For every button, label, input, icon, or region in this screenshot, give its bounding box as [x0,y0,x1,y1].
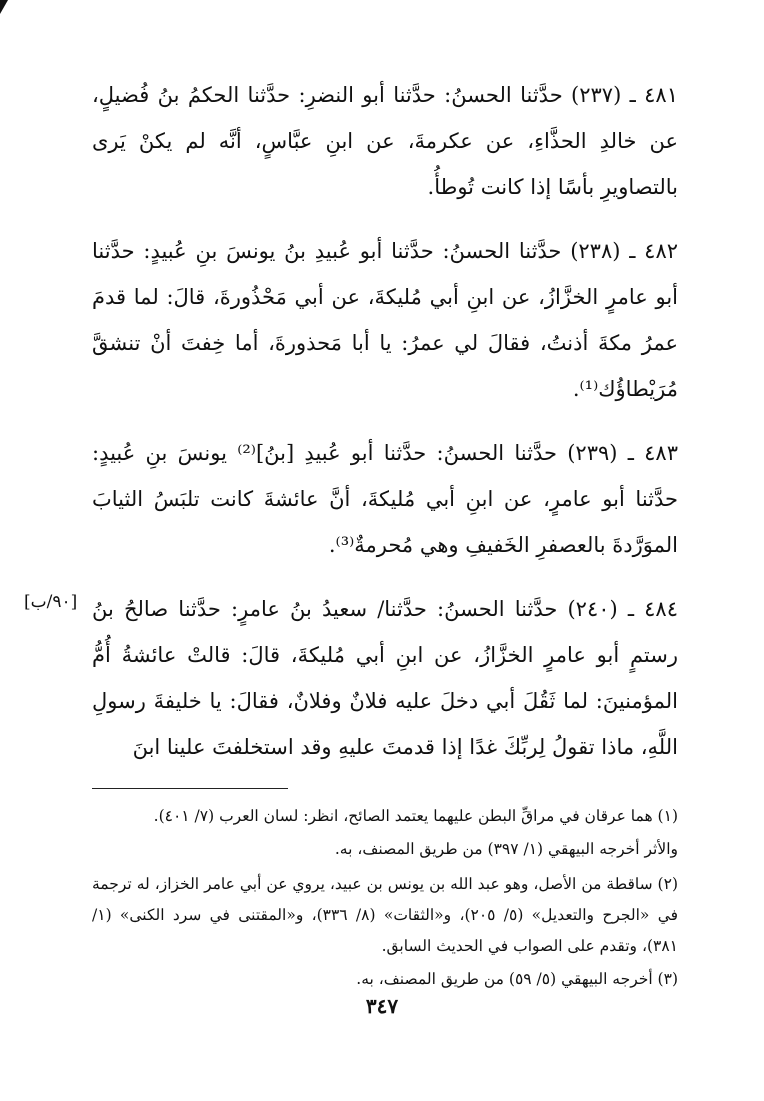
footnote-1-continuation: والأثر أخرجه البيهقي (١/ ٣٩٧) من طريق المصنف، به. [334,840,678,858]
hadith-483: ٤٨٣ ـ (٢٣٩) حدَّثنا الحسنُ: حدَّثنا أبو عُبيدِ [بنُ]⁽²⁾ يونسَ بنِ عُبيدٍ: حدَّثنا أبو عامرٍ، عن ابنِ أبي مُليكةَ، أنَّ عائشةَ كانت تلبَسُ الثيابَ الموَرَّدةَ بالعصفرِ الخَفيفِ وهي مُحرمةٌ⁽³⁾. [92,441,678,557]
footnote-1: (١) هما عرقان في مراقِّ البطن عليهما يعتمد الصائح، انظر: لسان العرب (٧/ ٤٠١). [153,807,678,825]
hadith-481: ٤٨١ ـ (٢٣٧) حدَّثنا الحسنُ: حدَّثنا أبو النضرِ: حدَّثنا الحكمُ بنُ فُضيلٍ، عن خالدِ الحذَّاءِ، عن عكرمةَ، عن ابنِ عبَّاسٍ، أنَّه لم يكنْ يَرى بالتصاويرِ بأسًا إذا كانت تُوطأُ. [92,83,678,199]
footnote-2: (٢) ساقطة من الأصل، وهو عبد الله بن يونس بن عبيد، يروي عن أبي عامر الخزاز، له ترجمة في «الجرح والتعديل» (٥/ ٢٠٥)، و«الثقات» (٨/ ٣٣٦)، و«المقتنى في سرد الكنى» (١/ ٣٨١)، وتقدم على الصواب في الحديث السابق. [92,875,679,955]
footnote-divider [92,788,288,789]
footnote-3: (٣) أخرجه البيهقي (٥/ ٥٩) من طريق المصنف، به. [356,970,678,988]
manuscript-folio-ref: [٩٠/ب] [24,592,78,612]
footnotes [92,801,678,995]
hadith-482: ٤٨٢ ـ (٢٣٨) حدَّثنا الحسنُ: حدَّثنا أبو عُبيدِ بنُ يونسَ بنِ عُبيدٍ: حدَّثنا أبو عامرٍ الخزَّازُ، عن ابنِ أبي مُليكةَ، عن أبي مَحْذُورةَ، قالَ: لما قدمَ عمرُ مكةَ أذنتُ، فقالَ لي عمرُ: يا أبا مَحذورةَ، أما خِفتَ أنْ تنشقَّ مُرَيْطاؤُك⁽¹⁾. [92,239,679,401]
corner-mark [0,0,8,14]
page-body [24,72,679,997]
page-number: ٣٤٧ [365,994,399,1018]
hadith-484-wrap [24,586,678,770]
hadith-484: ٤٨٤ ـ (٢٤٠) حدَّثنا الحسنُ: حدَّثنا/ سعيدُ بنُ عامرٍ: حدَّثنا صالحُ بنُ رستمٍ أبو عامرٍ الخزَّازُ، عن ابنِ أبي مُليكةَ، قالَ: قالتْ عائشةُ أُمُّ المؤمنينَ: لما ثَقُلَ أبي دخلَ عليه فلانٌ وفلانٌ، فقالَ: يا خليفةَ رسولِ اللَّهِ، ماذا تقولُ لِربِّكَ غدًا إذا قدمتَ عليهِ وقد استخلفتَ علينا ابنَ [92,597,678,759]
